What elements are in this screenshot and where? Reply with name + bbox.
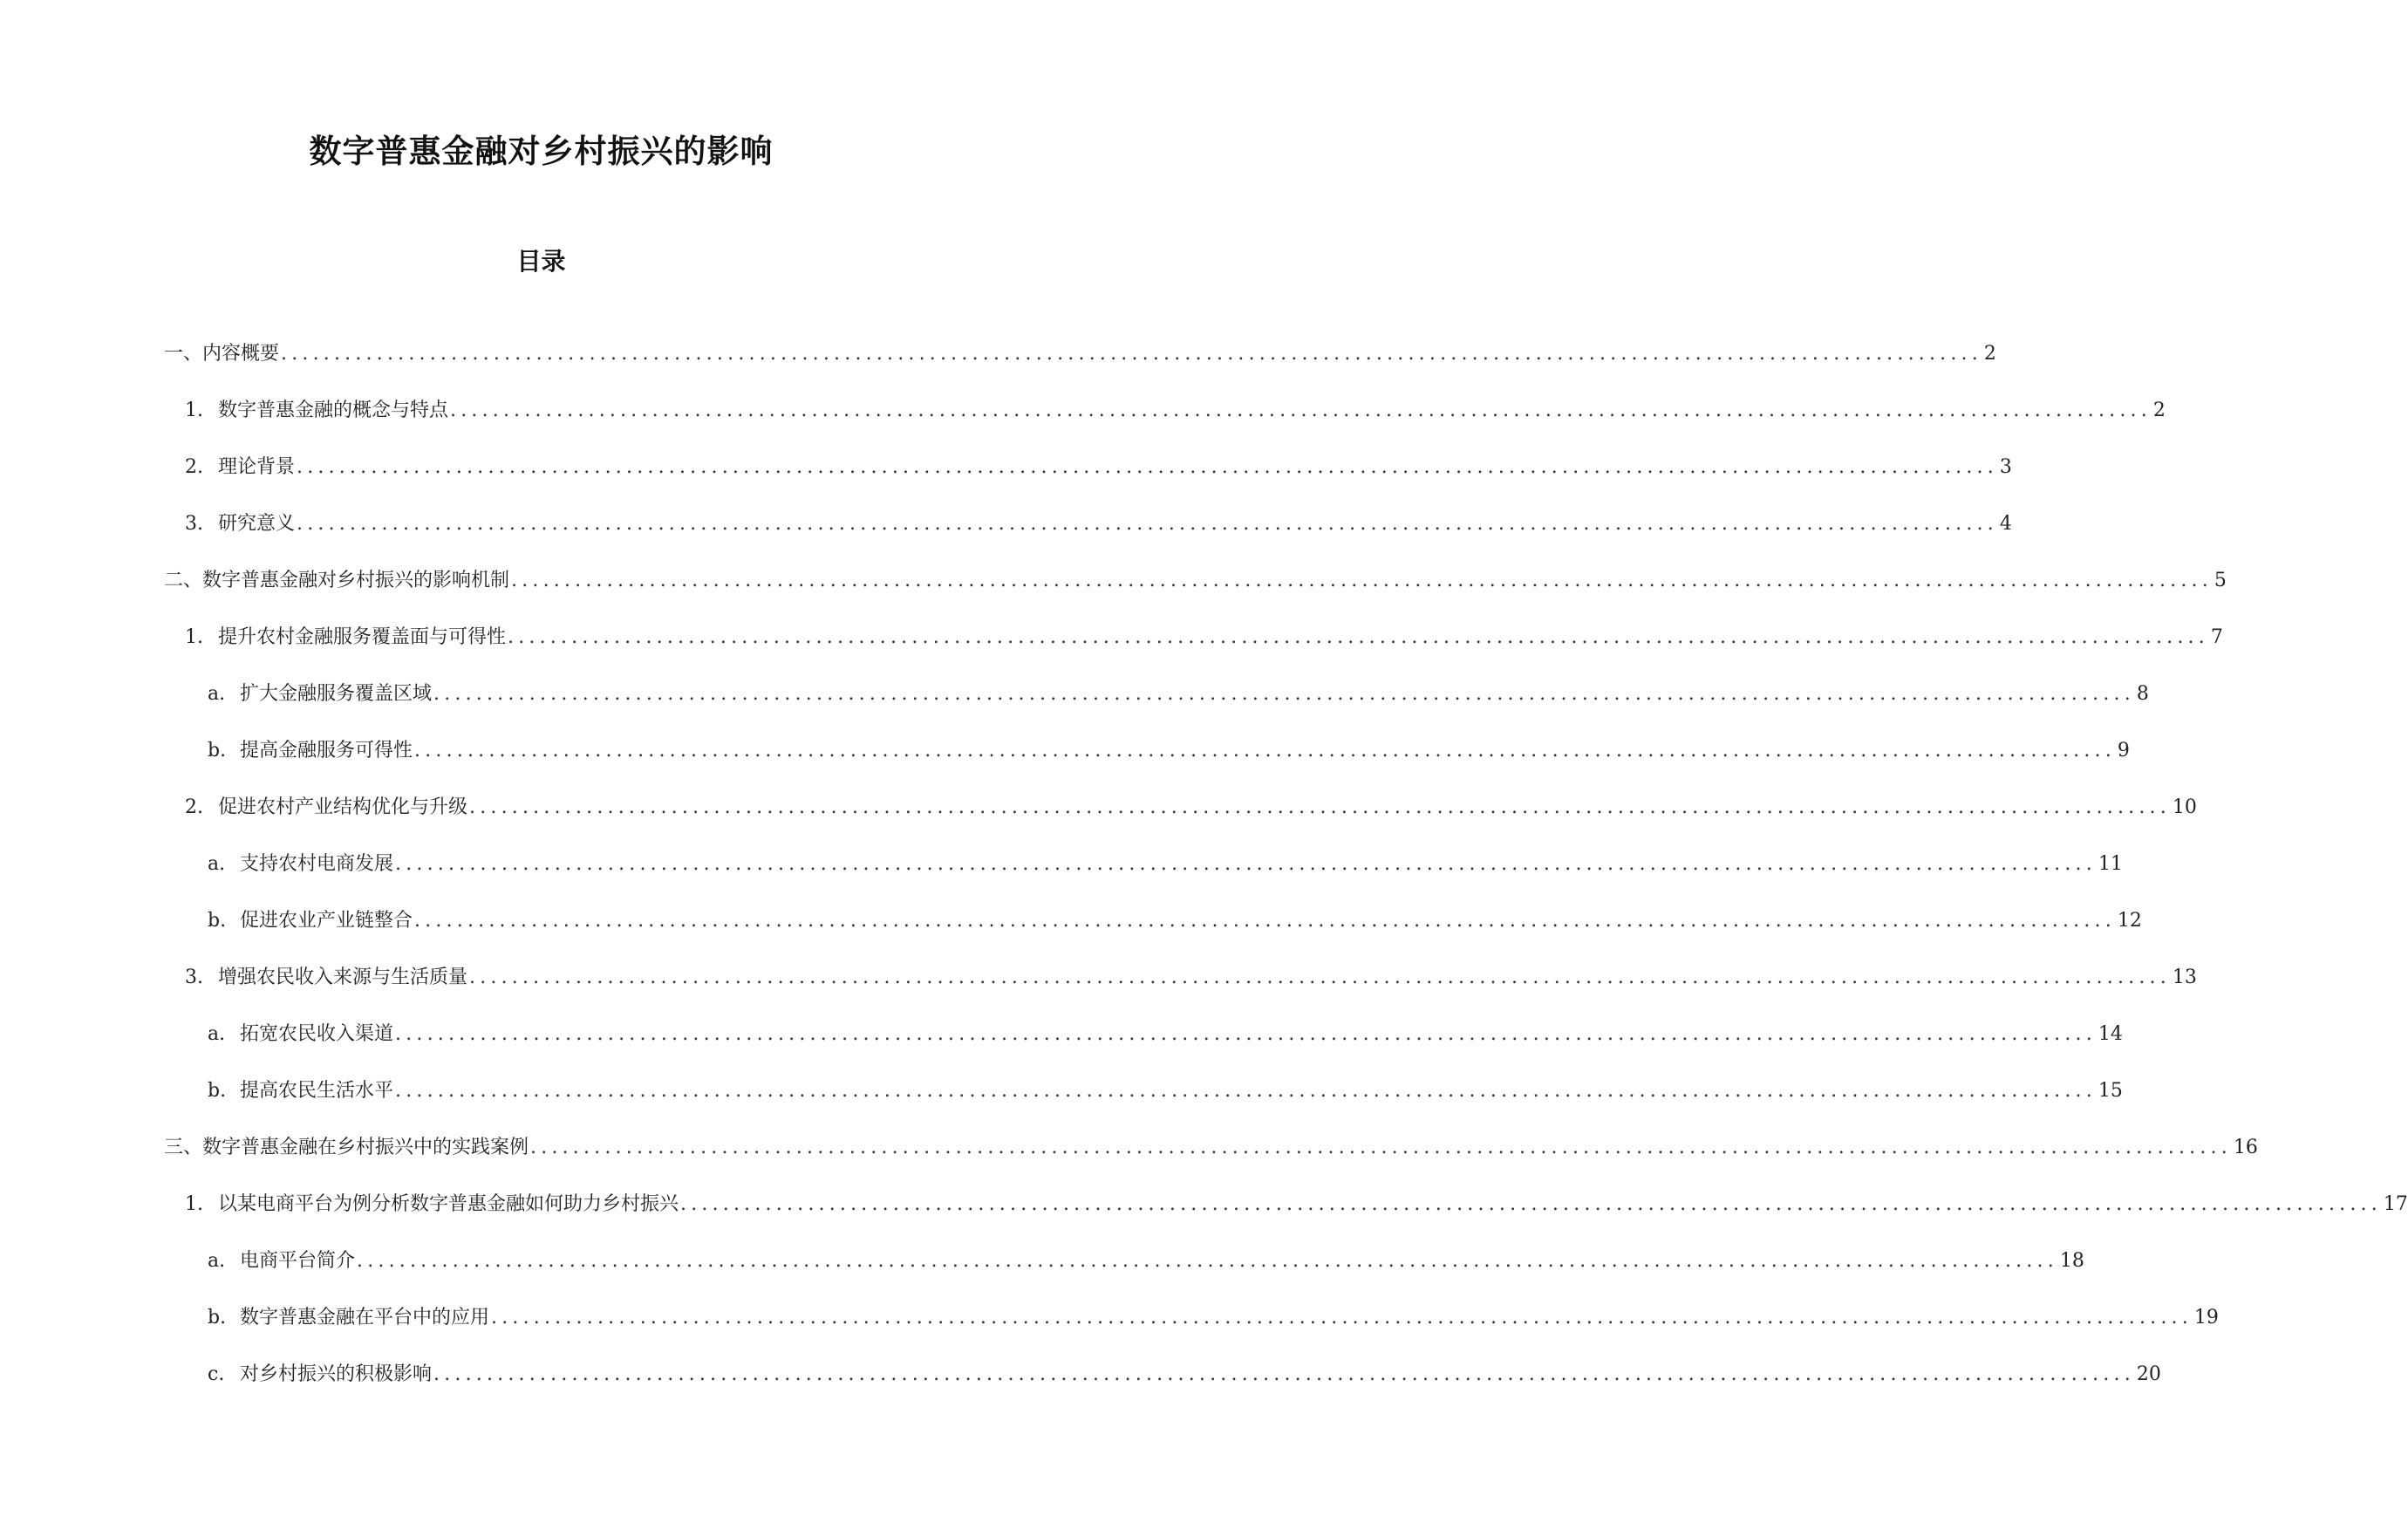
- toc-entry-page-number: 5: [2214, 570, 2227, 591]
- toc-entry-level-3[interactable]: [208, 1357, 2161, 1392]
- toc-entry-number: 3.: [185, 966, 203, 988]
- toc-entry-level-3[interactable]: [208, 847, 2123, 882]
- toc-entry-label: 扩大金融服务覆盖区域: [240, 683, 433, 705]
- dot-leader: ................................................................................................................................................................: [511, 570, 2213, 591]
- toc-entry-label: 电商平台简介: [240, 1250, 356, 1272]
- toc-entry-label: 数字普惠金融在平台中的应用: [240, 1307, 490, 1329]
- toc-entry-number: a.: [208, 1250, 226, 1272]
- toc-entry-page-number: 16: [2233, 1137, 2258, 1158]
- dot-leader: ................................................................................................................................................................: [281, 343, 1982, 365]
- toc-entry-label: 提高金融服务可得性: [240, 740, 413, 762]
- toc-entry-number: b.: [208, 910, 227, 932]
- toc-entry-level-3[interactable]: [208, 904, 2142, 939]
- toc-entry-level-3[interactable]: [208, 1074, 2123, 1109]
- toc-entry-label: 一、内容概要: [164, 343, 280, 365]
- toc-entry-page-number: 4: [1999, 513, 2012, 535]
- dot-leader: ................................................................................................................................................................: [297, 456, 1998, 478]
- toc-entry-level-2[interactable]: [185, 507, 2012, 542]
- toc-entry-label: 二、数字普惠金融对乡村振兴的影响机制: [164, 570, 510, 591]
- dot-leader: ................................................................................................................................................................: [680, 1193, 2382, 1215]
- toc-entry-page-number: 18: [2059, 1250, 2084, 1272]
- toc-entry-page-number: 15: [2098, 1080, 2123, 1102]
- toc-entry-page-number: 12: [2117, 910, 2142, 932]
- toc-entry-number: 2.: [185, 456, 203, 478]
- toc-entry-label: 研究意义: [218, 513, 296, 535]
- toc-entry-number: b.: [208, 1080, 227, 1102]
- dot-leader: ................................................................................................................................................................: [469, 796, 2171, 818]
- dot-leader: ................................................................................................................................................................: [414, 740, 2116, 762]
- toc-entry-level-1[interactable]: [164, 1130, 2258, 1165]
- toc-entry-page-number: 19: [2193, 1307, 2219, 1329]
- toc-entry-page-number: 17: [2383, 1193, 2408, 1215]
- toc-entry-number: 3.: [185, 513, 203, 535]
- toc-entry-page-number: 8: [2136, 683, 2149, 705]
- toc-entry-level-2[interactable]: [185, 450, 2012, 485]
- toc-entry-number: a.: [208, 683, 226, 705]
- toc-entry-label: 以某电商平台为例分析数字普惠金融如何助力乡村振兴: [218, 1193, 679, 1215]
- toc-entry-number: 1.: [185, 400, 203, 421]
- toc-entry-level-1[interactable]: [164, 337, 1996, 372]
- toc-entry-level-2[interactable]: [185, 620, 2223, 655]
- toc-entry-label: 增强农民收入来源与生活质量: [218, 966, 468, 988]
- toc-entry-level-1[interactable]: [164, 564, 2227, 598]
- toc-entry-level-2[interactable]: [185, 960, 2197, 995]
- toc-entry-label: 提高农民生活水平: [240, 1080, 394, 1102]
- dot-leader: ................................................................................................................................................................: [357, 1250, 2058, 1272]
- dot-leader: ................................................................................................................................................................: [433, 683, 2135, 705]
- toc-heading: 目录: [516, 247, 566, 276]
- toc-entry-level-3[interactable]: [208, 734, 2130, 768]
- toc-entry-number: c.: [208, 1363, 225, 1385]
- dot-leader: ................................................................................................................................................................: [508, 626, 2209, 648]
- dot-leader: ................................................................................................................................................................: [395, 1023, 2097, 1045]
- toc-entry-label: 理论背景: [218, 456, 296, 478]
- toc-entry-level-2[interactable]: [185, 1187, 2408, 1222]
- toc-entry-number: 2.: [185, 796, 203, 818]
- toc-entry-page-number: 13: [2172, 966, 2197, 988]
- toc-entry-number: 1.: [185, 626, 203, 648]
- toc-entry-level-3[interactable]: [208, 1017, 2123, 1052]
- toc-entry-page-number: 3: [1999, 456, 2012, 478]
- toc-entry-page-number: 11: [2098, 853, 2123, 875]
- dot-leader: ................................................................................................................................................................: [491, 1307, 2193, 1329]
- toc-entry-level-2[interactable]: [185, 393, 2166, 428]
- toc-entry-number: 1.: [185, 1193, 203, 1215]
- toc-entry-label: 拓宽农民收入渠道: [240, 1023, 394, 1045]
- dot-leader: ................................................................................................................................................................: [414, 910, 2116, 932]
- dot-leader: ................................................................................................................................................................: [395, 853, 2097, 875]
- dot-leader: ................................................................................................................................................................: [297, 513, 1998, 535]
- toc-entry-level-2[interactable]: [185, 790, 2197, 825]
- toc-entry-page-number: 14: [2098, 1023, 2123, 1045]
- toc-entry-label: 对乡村振兴的积极影响: [240, 1363, 433, 1385]
- toc-entry-page-number: 10: [2172, 796, 2197, 818]
- dot-leader: ................................................................................................................................................................: [433, 1363, 2135, 1385]
- toc-entry-number: a.: [208, 1023, 226, 1045]
- toc-entry-page-number: 20: [2136, 1363, 2161, 1385]
- toc-entry-label: 促进农村产业结构优化与升级: [218, 796, 468, 818]
- toc-entry-label: 支持农村电商发展: [240, 853, 394, 875]
- toc-entry-number: b.: [208, 740, 227, 762]
- toc-entry-page-number: 9: [2117, 740, 2130, 762]
- toc-entry-label: 数字普惠金融的概念与特点: [218, 400, 449, 421]
- dot-leader: ................................................................................................................................................................: [469, 966, 2171, 988]
- toc-entry-number: a.: [208, 853, 226, 875]
- document-title: 数字普惠金融对乡村振兴的影响: [309, 132, 774, 170]
- dot-leader: ................................................................................................................................................................: [450, 400, 2152, 421]
- toc-entry-page-number: 2: [1983, 343, 1996, 365]
- dot-leader: ................................................................................................................................................................: [395, 1080, 2097, 1102]
- toc-entry-level-3[interactable]: [208, 677, 2149, 712]
- dot-leader: ................................................................................................................................................................: [530, 1137, 2232, 1158]
- toc-entry-number: b.: [208, 1307, 227, 1329]
- toc-entry-label: 三、数字普惠金融在乡村振兴中的实践案例: [164, 1137, 529, 1158]
- toc-entry-level-3[interactable]: [208, 1244, 2084, 1279]
- toc-entry-label: 提升农村金融服务覆盖面与可得性: [218, 626, 507, 648]
- toc-entry-label: 促进农业产业链整合: [240, 910, 413, 932]
- toc-entry-page-number: 7: [2210, 626, 2223, 648]
- toc-entry-page-number: 2: [2152, 400, 2166, 421]
- toc-entry-level-3[interactable]: [208, 1301, 2219, 1335]
